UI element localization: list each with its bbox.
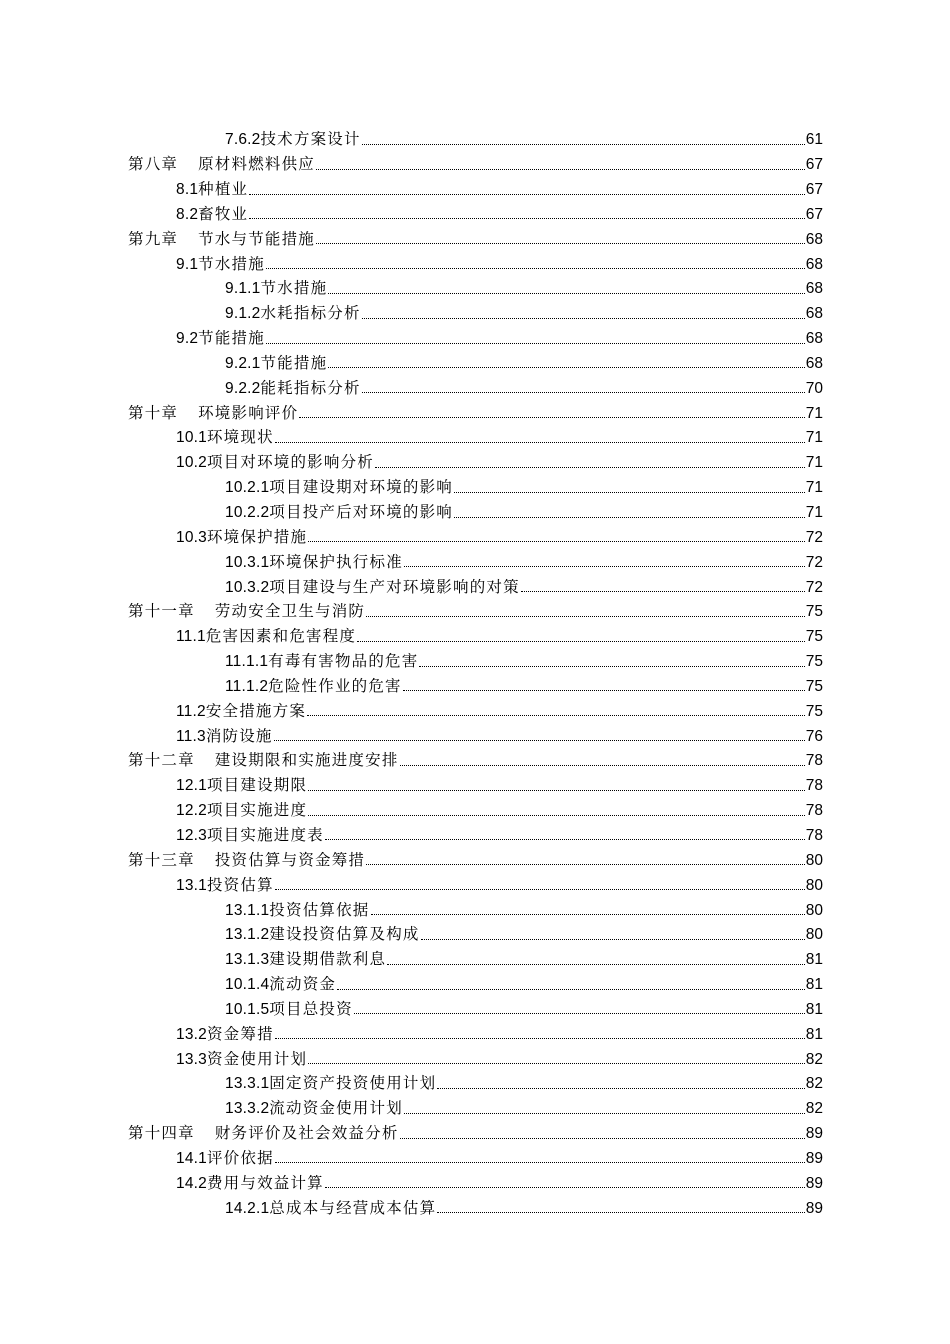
toc-entry-title: 项目建设与生产对环境影响的对策 [269, 577, 520, 596]
table-of-contents [128, 125, 823, 1218]
toc-dot-leader [400, 1138, 805, 1139]
toc-entry[interactable] [128, 895, 823, 920]
toc-dot-leader [316, 169, 805, 170]
toc-page-number: 68 [805, 280, 823, 298]
toc-entry-number: 9.2.2 [225, 379, 261, 397]
toc-page-number: 67 [805, 156, 823, 174]
toc-dot-leader [362, 318, 805, 319]
toc-entry-number: 11.3 [176, 727, 206, 745]
toc-chapter-label: 第八章 [128, 155, 179, 174]
toc-entry[interactable] [128, 274, 823, 299]
toc-entry-number: 14.2 [176, 1174, 207, 1192]
toc-entry-title: 有毒有害物品的危害 [268, 652, 419, 671]
toc-dot-leader [308, 1063, 805, 1064]
toc-entry-title: 资金筹措 [206, 1024, 274, 1043]
toc-entry-number: 13.3.1 [225, 1075, 270, 1093]
toc-dot-leader [354, 1013, 805, 1014]
toc-entry[interactable] [128, 597, 823, 622]
toc-entry-title: 投资估算 [206, 875, 274, 894]
toc-dot-leader [357, 641, 805, 642]
toc-dot-leader [437, 1212, 804, 1213]
toc-entry-title: 环境影响评价 [198, 403, 299, 422]
toc-page-number: 76 [805, 727, 823, 745]
toc-entry-number: 10.3 [176, 528, 207, 546]
toc-entry-title: 固定资产投资使用计划 [269, 1074, 437, 1093]
toc-entry[interactable] [128, 796, 823, 821]
toc-entry-title: 建设投资估算及构成 [269, 925, 420, 944]
toc-entry-title: 资金使用计划 [206, 1049, 308, 1068]
toc-entry[interactable] [128, 373, 823, 398]
toc-dot-leader [421, 939, 805, 940]
toc-dot-leader [308, 815, 805, 816]
toc-dot-leader [404, 566, 805, 567]
toc-entry[interactable] [128, 349, 823, 374]
toc-page-number: 89 [805, 1174, 823, 1192]
toc-entry-title: 项目对环境的影响分析 [206, 453, 374, 472]
toc-entry[interactable] [128, 498, 823, 523]
toc-page-number: 80 [805, 901, 823, 919]
toc-page-number: 75 [805, 702, 823, 720]
toc-entry-number: 10.3.2 [225, 578, 270, 596]
toc-entry-number: 8.1 [176, 181, 199, 199]
toc-entry-title: 财务评价及社会效益分析 [214, 1124, 399, 1143]
toc-entry-number: 11.1 [176, 628, 206, 646]
toc-entry-number: 13.2 [176, 1025, 207, 1043]
toc-entry-title: 节能措施 [260, 353, 328, 372]
toc-chapter-label: 第九章 [128, 229, 179, 248]
toc-entry[interactable] [128, 771, 823, 796]
toc-entry-title: 环境现状 [206, 428, 274, 447]
toc-entry[interactable] [128, 125, 823, 150]
toc-page-number: 75 [805, 603, 823, 621]
toc-entry-title: 流动资金 [269, 975, 337, 994]
toc-entry-number: 13.1.1 [225, 901, 270, 919]
toc-page-number: 81 [805, 951, 823, 969]
toc-dot-leader [337, 989, 805, 990]
toc-entry-number: 10.1.5 [225, 1000, 270, 1018]
toc-page-number: 68 [805, 330, 823, 348]
toc-entry-number: 10.1.4 [225, 976, 270, 994]
toc-dot-leader [454, 517, 805, 518]
toc-page-number: 70 [805, 379, 823, 397]
toc-entry-number: 13.3 [176, 1050, 207, 1068]
toc-entry[interactable] [128, 1144, 823, 1169]
toc-entry-title: 投资估算依据 [269, 900, 370, 919]
toc-page-number: 68 [805, 230, 823, 248]
toc-dot-leader [403, 690, 805, 691]
toc-page-number: 81 [805, 1025, 823, 1043]
toc-dot-leader [249, 218, 804, 219]
toc-page-number: 72 [805, 553, 823, 571]
toc-dot-leader [316, 243, 805, 244]
toc-entry-number: 12.2 [176, 802, 207, 820]
toc-entry-title: 种植业 [198, 180, 249, 199]
toc-entry-number: 12.1 [176, 777, 207, 795]
toc-entry-number: 9.1 [176, 255, 199, 273]
toc-dot-leader [266, 343, 805, 344]
toc-page-number: 72 [805, 528, 823, 546]
toc-entry[interactable] [128, 175, 823, 200]
toc-entry-number: 11.2 [176, 702, 206, 720]
toc-entry-title: 危险性作业的危害 [268, 676, 402, 695]
toc-page-number: 67 [805, 205, 823, 223]
toc-dot-leader [375, 467, 805, 468]
toc-entry[interactable] [128, 224, 823, 249]
toc-dot-leader [266, 268, 805, 269]
toc-entry-title: 环境保护措施 [206, 527, 308, 546]
toc-dot-leader [404, 1113, 805, 1114]
toc-page-number: 67 [805, 181, 823, 199]
toc-page-number: 89 [805, 1125, 823, 1143]
toc-entry-number: 13.3.2 [225, 1100, 270, 1118]
toc-entry[interactable] [128, 970, 823, 995]
toc-chapter-label: 第十四章 [128, 1124, 195, 1143]
toc-chapter-label: 第十一章 [128, 602, 195, 621]
toc-entry-title: 项目实施进度表 [206, 825, 324, 844]
toc-entry-title: 节能措施 [198, 329, 265, 348]
toc-entry[interactable] [128, 1069, 823, 1094]
toc-entry-number: 9.2.1 [225, 354, 261, 372]
toc-entry-number: 7.6.2 [225, 131, 261, 149]
toc-entry[interactable] [128, 299, 823, 324]
toc-entry[interactable] [128, 1044, 823, 1069]
toc-entry-title: 节水措施 [198, 254, 265, 273]
toc-entry[interactable] [128, 572, 823, 597]
toc-dot-leader [366, 864, 805, 865]
toc-entry-title: 流动资金使用计划 [269, 1099, 403, 1118]
toc-entry[interactable] [128, 547, 823, 572]
toc-entry[interactable] [128, 1168, 823, 1193]
toc-page-number: 71 [805, 454, 823, 472]
toc-entry-number: 10.2.1 [225, 479, 270, 497]
toc-entry-number: 11.1.1 [225, 653, 269, 671]
toc-entry-number: 14.2.1 [225, 1199, 270, 1217]
toc-dot-leader [362, 144, 805, 145]
toc-page-number: 81 [805, 976, 823, 994]
toc-dot-leader [366, 616, 805, 617]
toc-page-number: 75 [805, 653, 823, 671]
toc-dot-leader [308, 790, 805, 791]
toc-entry-title: 技术方案设计 [260, 130, 361, 149]
toc-entry-title: 建设期限和实施进度安排 [214, 751, 399, 770]
toc-entry-number: 9.2 [176, 330, 199, 348]
toc-dot-leader [275, 1038, 805, 1039]
toc-entry[interactable] [128, 821, 823, 846]
toc-entry[interactable] [128, 150, 823, 175]
toc-entry-title: 畜牧业 [198, 204, 249, 223]
toc-page-number: 81 [805, 1000, 823, 1018]
toc-entry-title: 投资估算与资金筹措 [214, 850, 366, 869]
toc-page-number: 78 [805, 777, 823, 795]
toc-entry-number: 10.1 [176, 429, 207, 447]
toc-entry-title: 项目投产后对环境的影响 [269, 503, 453, 521]
toc-entry-title: 项目建设期限 [206, 776, 308, 795]
toc-dot-leader [299, 417, 804, 418]
toc-entry-number: 9.1.2 [225, 305, 261, 323]
toc-entry[interactable] [128, 1094, 823, 1119]
toc-dot-leader [275, 889, 805, 890]
toc-dot-leader [419, 666, 804, 667]
toc-page-number: 89 [805, 1149, 823, 1167]
toc-chapter-label: 第十章 [128, 403, 179, 422]
toc-chapter-label: 第十三章 [128, 850, 195, 869]
toc-page-number: 75 [805, 677, 823, 695]
toc-entry-title: 安全措施方案 [205, 701, 307, 720]
toc-page-number: 82 [805, 1075, 823, 1093]
toc-dot-leader [274, 740, 805, 741]
toc-entry[interactable] [128, 622, 823, 647]
toc-page-number: 89 [805, 1199, 823, 1217]
toc-entry[interactable] [128, 870, 823, 895]
toc-dot-leader [325, 1187, 805, 1188]
toc-entry[interactable] [128, 448, 823, 473]
toc-dot-leader [400, 765, 805, 766]
toc-entry[interactable] [128, 672, 823, 697]
toc-entry[interactable] [128, 920, 823, 945]
toc-entry[interactable] [128, 523, 823, 548]
toc-page-number: 80 [805, 876, 823, 894]
toc-page-number: 68 [805, 354, 823, 372]
toc-dot-leader [249, 194, 804, 195]
toc-page-number: 78 [805, 802, 823, 820]
toc-entry-title: 环境保护执行标准 [269, 552, 403, 571]
toc-page-number: 82 [805, 1100, 823, 1118]
toc-entry-title: 项目总投资 [269, 999, 353, 1018]
toc-entry[interactable] [128, 1019, 823, 1044]
toc-entry[interactable] [128, 473, 823, 498]
toc-dot-leader [307, 715, 805, 716]
toc-entry-title: 建设期借款利息 [269, 950, 387, 969]
toc-dot-leader [362, 392, 805, 393]
toc-entry-title: 节水与节能措施 [198, 229, 316, 248]
toc-page-number: 68 [805, 255, 823, 273]
toc-entry-number: 10.2.2 [225, 504, 270, 521]
toc-dot-leader [328, 293, 804, 294]
toc-entry-title: 劳动安全卫生与消防 [214, 602, 366, 621]
toc-page-number: 61 [805, 131, 823, 149]
toc-dot-leader [371, 914, 805, 915]
toc-dot-leader [521, 591, 805, 592]
toc-entry-number: 13.1.2 [225, 926, 270, 944]
toc-entry-title: 项目建设期对环境的影响 [269, 478, 453, 497]
toc-entry[interactable] [128, 200, 823, 225]
toc-entry[interactable] [128, 647, 823, 672]
toc-entry-number: 14.1 [176, 1149, 207, 1167]
toc-page-number: 80 [805, 926, 823, 944]
toc-entry-title: 费用与效益计算 [206, 1173, 324, 1192]
toc-dot-leader [275, 442, 805, 443]
toc-entry-number: 11.1.2 [225, 677, 269, 695]
toc-entry[interactable] [128, 995, 823, 1020]
toc-dot-leader [275, 1162, 805, 1163]
toc-entry[interactable] [128, 249, 823, 274]
toc-entry[interactable] [128, 324, 823, 349]
toc-entry-number: 9.1.1 [225, 280, 261, 298]
toc-page-number: 80 [805, 851, 823, 869]
toc-entry-number: 10.3.1 [225, 553, 270, 571]
toc-entry[interactable] [128, 721, 823, 746]
toc-entry[interactable] [128, 423, 823, 448]
toc-entry[interactable] [128, 1193, 823, 1218]
toc-dot-leader [454, 492, 805, 493]
toc-page-number: 78 [805, 752, 823, 770]
toc-dot-leader [387, 964, 805, 965]
toc-entry-number: 12.3 [176, 826, 207, 844]
toc-entry-number: 13.1.3 [225, 951, 270, 969]
toc-entry-title: 总成本与经营成本估算 [269, 1198, 437, 1217]
toc-entry[interactable] [128, 746, 823, 771]
toc-entry[interactable] [128, 398, 823, 423]
toc-dot-leader [325, 839, 805, 840]
toc-entry-title: 原材料燃料供应 [198, 155, 316, 174]
toc-entry-number: 13.1 [176, 876, 207, 894]
toc-entry-title: 水耗指标分析 [260, 304, 361, 323]
toc-page-number: 71 [805, 429, 823, 447]
toc-page-number: 71 [805, 479, 823, 497]
toc-page-number: 72 [805, 578, 823, 596]
toc-page-number: 71 [805, 404, 823, 422]
toc-page-number: 82 [805, 1050, 823, 1068]
toc-dot-leader [308, 541, 805, 542]
toc-entry[interactable] [128, 845, 823, 870]
toc-entry-title: 评价依据 [206, 1148, 274, 1167]
toc-entry-number: 8.2 [176, 205, 199, 223]
toc-entry-title: 危害因素和危害程度 [205, 627, 357, 646]
toc-entry-title: 能耗指标分析 [260, 378, 361, 397]
toc-page-number: 71 [805, 504, 823, 521]
toc-chapter-label: 第十二章 [128, 751, 195, 770]
toc-dot-leader [328, 367, 804, 368]
toc-entry[interactable] [128, 1119, 823, 1144]
toc-entry-title: 消防设施 [205, 726, 273, 745]
toc-page-number: 75 [805, 628, 823, 646]
toc-entry[interactable] [128, 945, 823, 970]
toc-entry[interactable] [128, 696, 823, 721]
toc-dot-leader [437, 1088, 804, 1089]
toc-entry-title: 节水措施 [260, 279, 328, 298]
toc-entry-title: 项目实施进度 [206, 801, 308, 820]
toc-entry-number: 10.2 [176, 454, 207, 472]
toc-page-number: 68 [805, 305, 823, 323]
toc-page-number: 78 [805, 826, 823, 844]
